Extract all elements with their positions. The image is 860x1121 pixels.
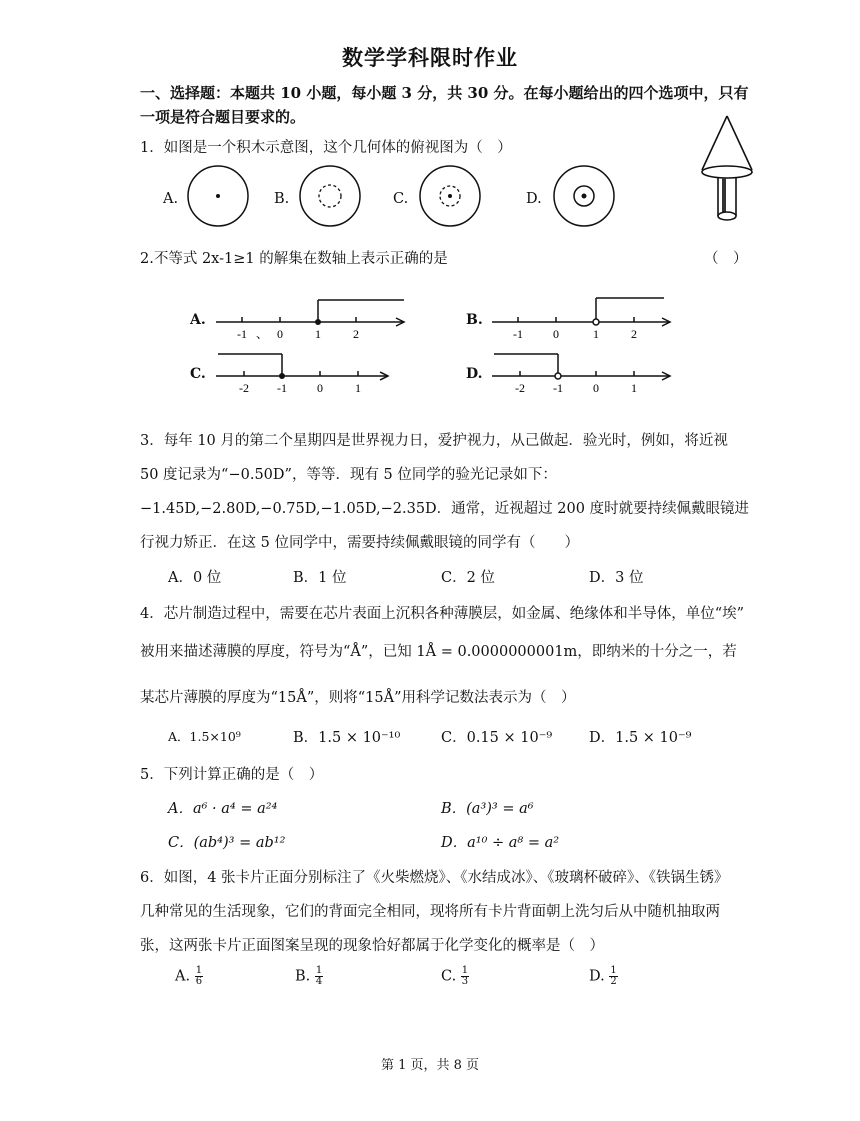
question-2-paren: （ ） [704, 251, 748, 267]
question-4-line3: 某芯片薄膜的厚度为“15Å”，则将“15Å”用科学记数法表示为（ ） [140, 690, 576, 706]
tick-label: -1 [237, 327, 247, 341]
block-figure [694, 112, 760, 228]
q1-option-c-label: C. [393, 191, 409, 207]
q5-option-b: B．(a³)³ = a⁶ [441, 801, 534, 817]
tick-label: 2 [631, 327, 637, 341]
q6-option-c [441, 966, 469, 987]
tick-label: -2 [239, 381, 249, 395]
section-heading-line2: 一项是符合题目要求的。 [140, 108, 306, 126]
q2-numberline-c [212, 344, 412, 398]
q1-option-d-figure [552, 164, 616, 228]
q6-option-c-label: C. [441, 968, 457, 985]
q3-option-a: A．0 位 [168, 570, 222, 586]
q3-option-c: C．2 位 [441, 570, 495, 586]
center-dot [448, 194, 452, 198]
q4-option-b: B．1.5 × 10⁻¹⁰ [293, 730, 401, 746]
tick-label: -2 [515, 381, 525, 395]
tick-label: -1 [513, 327, 523, 341]
question-3-line2: 50 度记录为“−0.50D”，等等．现有 5 位同学的验光记录如下： [140, 467, 557, 483]
q6-option-d [589, 966, 618, 987]
denominator: 3 [461, 976, 469, 987]
tick-label: -1 [277, 381, 287, 395]
q2-numberline-b [488, 290, 688, 344]
q4-option-c: C．0.15 × 10⁻⁹ [441, 730, 553, 746]
cylinder-bottom [718, 212, 736, 220]
question-4-line1: 4．芯片制造过程中，需要在芯片表面上沉积各种薄膜层，如金属、绝缘体和半导体，单位“埃” [140, 606, 745, 622]
stray-mark: 、 [255, 327, 269, 341]
denominator: 4 [315, 976, 323, 987]
question-6-line1: 6．如图，4 张卡片正面分别标注了《火柴燃烧》、《水结成冰》、《玻璃杯破碎》、《铁锅生锈》 [140, 870, 729, 886]
q1-option-a-figure [186, 164, 250, 228]
q6-option-d-label: D. [589, 968, 605, 985]
q5-option-c: C．(ab⁴)³ = ab¹² [168, 835, 286, 851]
q1-option-d-label: D. [526, 191, 542, 207]
tick-label: 1 [355, 381, 361, 395]
center-dot [216, 194, 220, 198]
q1-option-c-figure [418, 164, 482, 228]
question-2-stem: 2.不等式 2x-1≥1 的解集在数轴上表示正确的是 [140, 251, 448, 267]
dashed-inner-circle [319, 185, 341, 207]
q6-option-a [175, 966, 203, 987]
question-4-line2: 被用来描述薄膜的厚度，符号为“Å”，已知 1Å = 0.0000000001m，即纳米的十分之一，若 [140, 644, 737, 660]
question-5-stem: 5．下列计算正确的是（ ） [140, 767, 324, 783]
q2-option-d-label: D. [466, 366, 483, 382]
numerator: 1 [610, 965, 617, 976]
question-6-line3: 张，这两张卡片正面图案呈现的现象恰好都属于化学变化的概率是（ ） [140, 938, 604, 954]
section-heading-line1: 一、选择题：本题共 10 小题，每小题 3 分，共 30 分。在每小题给出的四个选项中，只有 [140, 84, 749, 102]
tick-label: 1 [631, 381, 637, 395]
denominator: 2 [610, 976, 617, 987]
cone-sides [702, 116, 752, 170]
numerator: 1 [315, 965, 323, 976]
q5-option-a: A．a⁶ · a⁴ = a²⁴ [168, 801, 278, 817]
numerator: 1 [461, 965, 469, 976]
cylinder-shade [722, 178, 726, 216]
tick-label: 2 [353, 327, 359, 341]
question-1-stem: 1．如图是一个积木示意图，这个几何体的俯视图为（ ） [140, 140, 512, 156]
open-dot [593, 319, 599, 325]
open-dot [555, 373, 561, 379]
q2-option-c-label: C. [190, 366, 206, 382]
q5-option-d: D．a¹⁰ ÷ a⁸ = a² [441, 835, 560, 851]
question-6-line2: 几种常见的生活现象，它们的背面完全相同，现将所有卡片背面朝上洗匀后从中随机抽取两 [140, 904, 720, 920]
q2-numberline-a [212, 290, 412, 344]
fraction [609, 966, 617, 987]
numerator: 1 [195, 965, 203, 976]
tick-label: 0 [553, 327, 559, 341]
denominator: 6 [195, 976, 203, 987]
tick-label: 0 [317, 381, 323, 395]
fraction [315, 966, 323, 987]
cylinder-sides [718, 178, 736, 216]
tick-label: 1 [315, 327, 321, 341]
closed-dot [279, 373, 285, 379]
question-3-line1: 3．每年 10 月的第二个星期四是世界视力日，爱护视力，从己做起．验光时，例如，将近视 [140, 433, 728, 449]
fraction [461, 966, 469, 987]
fraction [195, 966, 203, 987]
q3-option-b: B．1 位 [293, 570, 347, 586]
q3-option-d: D．3 位 [589, 570, 644, 586]
q2-option-a-label: A. [190, 312, 206, 328]
q1-option-a-label: A. [163, 191, 179, 207]
page-footer: 第 1 页，共 8 页 [380, 1058, 480, 1073]
closed-dot [315, 319, 321, 325]
q4-option-d: D．1.5 × 10⁻⁹ [589, 730, 692, 746]
q2-option-b-label: B. [466, 312, 483, 328]
tick-label: 1 [593, 327, 599, 341]
tick-label: -1 [553, 381, 563, 395]
question-3-line3: −1.45D,−2.80D,−0.75D,−1.05D,−2.35D．通常，近视超过 200 度时就要持续佩戴眼镜进 [140, 501, 750, 517]
page-title: 数学学科限时作业 [342, 45, 518, 70]
center-dot [582, 194, 587, 199]
cone-base [702, 166, 752, 178]
q1-option-b-label: B. [274, 191, 290, 207]
q6-option-b-label: B. [295, 968, 311, 985]
q6-option-a-label: A. [175, 968, 191, 985]
q4-option-a: A．1.5×10⁹ [168, 729, 241, 744]
q2-numberline-d [488, 344, 688, 398]
q1-option-b-figure [298, 164, 362, 228]
outer-circle [300, 166, 360, 226]
question-3-line4: 行视力矫正．在这 5 位同学中，需要持续佩戴眼镜的同学有（ ） [140, 535, 579, 551]
tick-label: 0 [593, 381, 599, 395]
tick-label: 0 [277, 327, 283, 341]
q6-option-b [295, 966, 323, 987]
